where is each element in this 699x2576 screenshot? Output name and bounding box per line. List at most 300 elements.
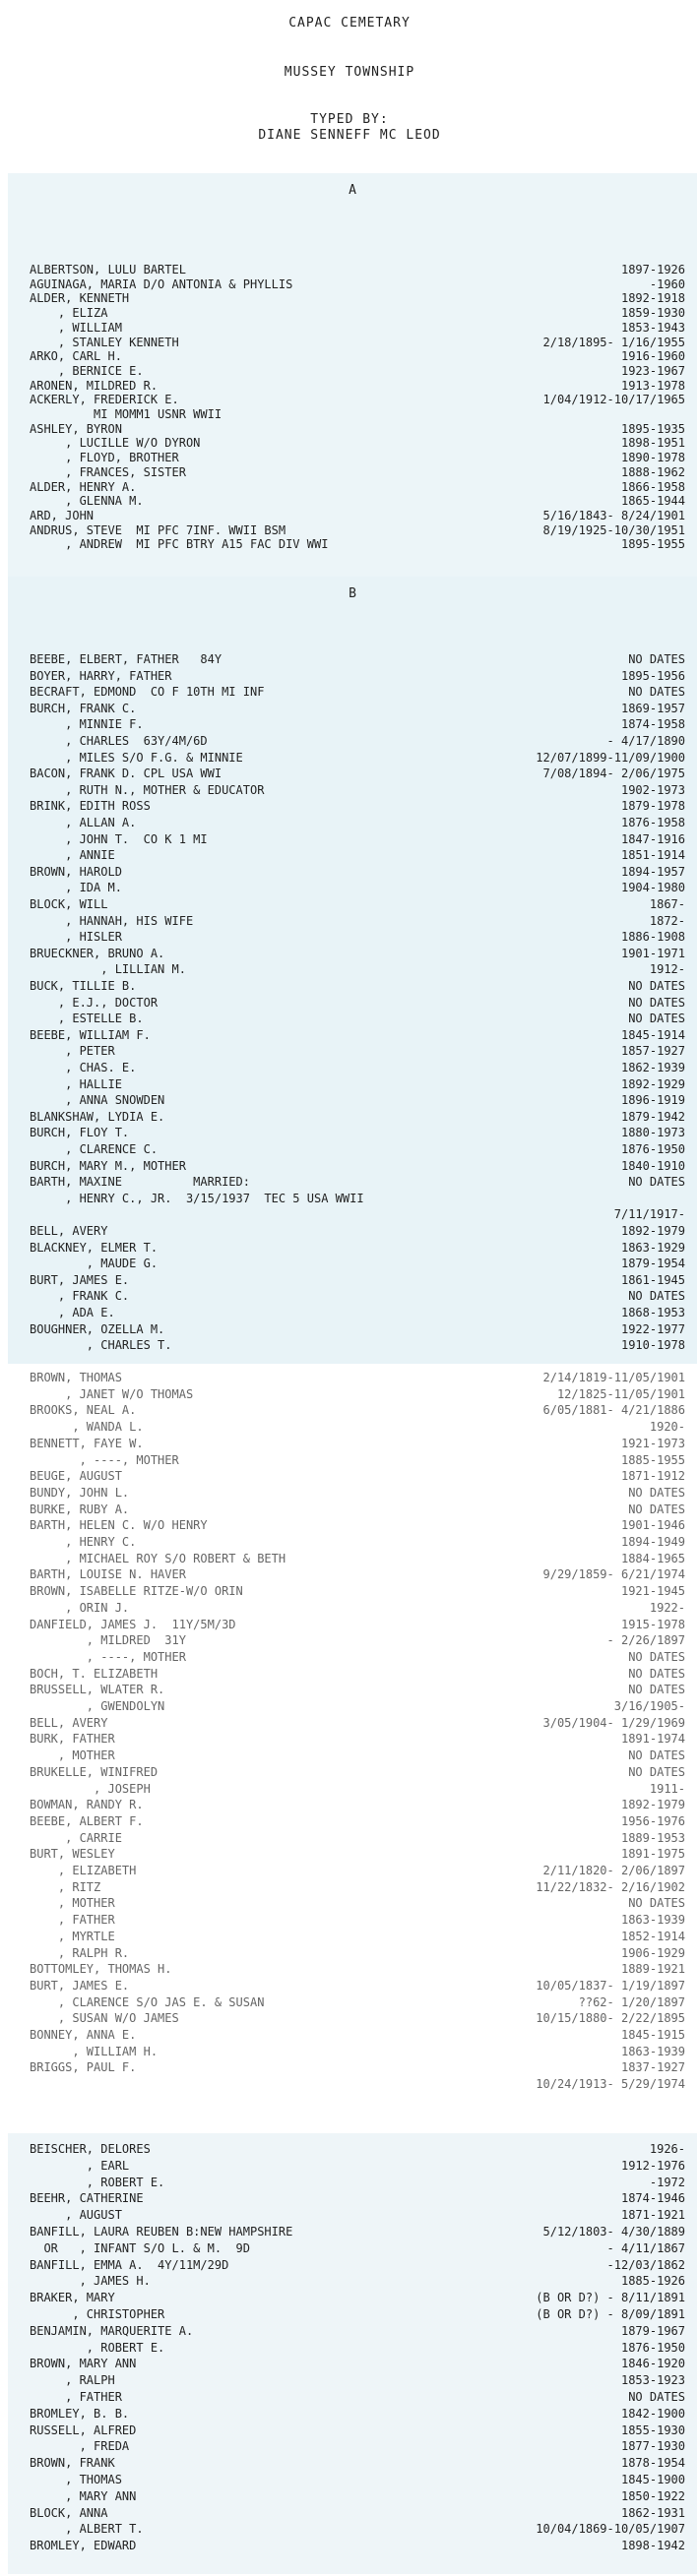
typed-by-label: TYPED BY: — [310, 112, 389, 127]
burial-record-row — [8, 1764, 697, 1780]
burial-name: , FATHER — [30, 1913, 115, 1928]
burial-dates: -1972 — [649, 2175, 685, 2189]
burial-record-row — [8, 1551, 697, 1566]
burial-record-row — [8, 1337, 697, 1353]
burial-record-row — [8, 1929, 697, 1944]
burial-name: , HISLER — [30, 930, 122, 945]
burial-record-row — [8, 522, 697, 538]
burial-record-row — [8, 1288, 697, 1304]
burial-dates: 1857-1927 — [620, 1044, 685, 1059]
burial-name: BURKE, RUBY A. — [30, 1502, 130, 1516]
burial-name: BACON, FRANK D. CPL USA WWI — [30, 767, 222, 781]
burial-name: , HENRY C., JR. 3/15/1937 TEC 5 USA WWII — [30, 1191, 364, 1205]
burial-name: AGUINAGA, MARIA D/O ANTONIA & PHYLLIS — [30, 276, 293, 291]
burial-name: , FATHER — [30, 2390, 122, 2404]
burial-name: , CHARLES T. — [30, 1338, 172, 1353]
burial-record-row — [8, 2438, 697, 2454]
burial-record-row — [8, 2010, 697, 2026]
burial-dates: 1889-1953 — [620, 1830, 685, 1845]
burial-dates: 1874-1946 — [620, 2191, 685, 2206]
burial-record-row — [8, 1060, 697, 1075]
burial-dates: 1922-1977 — [620, 1321, 685, 1336]
burial-record-row — [8, 2044, 697, 2059]
burial-name: ANDRUS, STEVE MI PFC 7INF. WWII BSM — [30, 522, 286, 537]
burial-dates: 2/11/1820- 2/06/1897 — [542, 1864, 685, 1877]
burial-name: , CARRIE — [30, 1830, 122, 1845]
burial-name: , GLENNA M. — [30, 494, 144, 509]
burial-name: , MARY ANN — [30, 2488, 137, 2503]
burial-dates: 1892-1929 — [620, 1076, 685, 1091]
burial-name: BURT, JAMES E. — [30, 1272, 130, 1287]
burial-dates: NO DATES — [628, 2390, 685, 2404]
burial-record-row — [8, 2389, 697, 2405]
burial-name: BRIGGS, PAUL F. — [30, 2060, 137, 2075]
burial-dates: 1853-1923 — [620, 2373, 685, 2388]
burial-record-row — [8, 1895, 697, 1911]
burial-record-row — [8, 929, 697, 945]
burial-name: BOWMAN, RANDY R. — [30, 1798, 144, 1812]
burial-record-row — [8, 684, 697, 700]
burial-record-row — [8, 508, 697, 523]
burial-record-row — [8, 1846, 697, 1862]
burial-record-row — [8, 536, 697, 552]
burial-dates: NO DATES — [628, 1175, 685, 1190]
burial-dates: 1902-1973 — [620, 782, 685, 797]
burial-dates: 1845-1915 — [620, 2028, 685, 2042]
burial-dates: 1920- — [649, 1420, 685, 1435]
burial-name: BLOCK, WILL — [30, 897, 108, 911]
burial-dates: (B OR D?) - 8/11/1891 — [536, 2291, 685, 2305]
burial-dates: 1846-1920 — [620, 2357, 685, 2371]
burial-name: BURCH, MARY M., MOTHER — [30, 1158, 186, 1173]
burial-dates: NO DATES — [628, 995, 685, 1010]
burial-record-row — [8, 2455, 697, 2471]
burial-dates: 1911- — [649, 1781, 685, 1796]
burial-record-row — [8, 1436, 697, 1451]
burial-name: ALDER, HENRY A. — [30, 479, 137, 494]
burial-name: , RALPH R. — [30, 1945, 130, 1960]
burial-dates: 1855-1930 — [620, 2423, 685, 2437]
burial-dates: 3/16/1905- — [613, 1699, 685, 1713]
burial-dates: 8/19/1925-10/30/1951 — [542, 522, 685, 537]
burial-dates: 1867- — [649, 897, 685, 911]
section-letter: A — [349, 183, 356, 198]
burial-dates: 1837-1927 — [620, 2060, 685, 2075]
burial-dates: 1895-1935 — [620, 421, 685, 436]
burial-record-row — [8, 2472, 697, 2487]
burial-name: BROOKS, NEAL A. — [30, 1403, 137, 1418]
burial-record-row — [8, 668, 697, 684]
burial-name: BEEBE, ELBERT, FATHER 84Y — [30, 652, 222, 666]
burial-name: OR , INFANT S/O L. & M. 9D — [30, 2240, 250, 2255]
burial-dates: 1840-1910 — [620, 1158, 685, 1173]
burial-record-row — [8, 1698, 697, 1714]
burial-dates: 1866-1958 — [620, 479, 685, 494]
burial-name: , FRANK C. — [30, 1289, 130, 1304]
burial-name: BROMLEY, B. B. — [30, 2406, 130, 2421]
burial-name: BELL, AVERY — [30, 1224, 108, 1238]
burial-record-row — [8, 2521, 697, 2537]
burial-name: , ALBERT T. — [30, 2522, 144, 2537]
burial-name: , AUGUST — [30, 2208, 122, 2223]
burial-dates: 1879-1942 — [620, 1109, 685, 1124]
burial-name: BUNDY, JOHN L. — [30, 1485, 130, 1500]
burial-name: ACKERLY, FREDERICK E. — [30, 393, 179, 407]
burial-dates: 1910-1978 — [620, 1338, 685, 1353]
burial-record-row — [8, 464, 697, 480]
burial-name: BOYER, HARRY, FATHER — [30, 668, 172, 683]
burial-name: BROWN, ISABELLE RITZE-W/O ORIN — [30, 1584, 243, 1599]
burial-record-row — [8, 896, 697, 912]
burial-record-row — [8, 1945, 697, 1961]
burial-record-row — [8, 1797, 697, 1812]
burial-name: , FLOYD, BROTHER — [30, 451, 179, 465]
burial-name: , ELIZA — [30, 306, 108, 321]
burial-record-row — [8, 1256, 697, 1271]
burial-record-row — [8, 798, 697, 814]
burial-record-row — [8, 262, 697, 277]
burial-record-row — [8, 1370, 697, 1385]
burial-dates: 1956-1976 — [620, 1813, 685, 1828]
burial-dates: 1889-1921 — [620, 1962, 685, 1977]
burial-record-row — [8, 1191, 697, 1206]
burial-record-row — [8, 1125, 697, 1140]
burial-name: BOTTOMLEY, THOMAS H. — [30, 1962, 172, 1977]
burial-record-row — [8, 1092, 697, 1108]
burial-name: , FREDA — [30, 2439, 130, 2454]
burial-name: , HANNAH, HIS WIFE — [30, 913, 194, 928]
burial-dates: 1/04/1912-10/17/1965 — [542, 393, 685, 407]
burial-record-row — [8, 1272, 697, 1288]
burial-record-row — [8, 2356, 697, 2371]
burial-dates: 1886-1908 — [620, 930, 685, 945]
burial-record-row — [8, 1240, 697, 1256]
burial-name: , RALPH — [30, 2373, 115, 2388]
burial-name: , MILES S/O F.G. & MINNIE — [30, 750, 243, 765]
burial-dates: NO DATES — [628, 1289, 685, 1304]
burial-dates: NO DATES — [628, 979, 685, 993]
burial-dates: 1901-1971 — [620, 946, 685, 960]
burial-dates: 1869-1957 — [620, 701, 685, 715]
burial-dates: 1842-1900 — [620, 2406, 685, 2421]
burial-name: BEEBE, WILLIAM F. — [30, 1027, 151, 1042]
burial-dates: - 2/26/1897 — [606, 1633, 685, 1648]
burial-record-row — [8, 1863, 697, 1878]
burial-dates: 1876-1950 — [620, 1142, 685, 1156]
burial-dates: 1863-1929 — [620, 1240, 685, 1255]
burial-name: , ANDREW MI PFC BTRY A15 FAC DIV WWI — [30, 537, 329, 552]
burial-name: , HENRY C. — [30, 1535, 137, 1549]
burial-record-row — [8, 1158, 697, 1174]
burial-dates: 1845-1914 — [620, 1027, 685, 1042]
burial-name: BLANKSHAW, LYDIA E. — [30, 1109, 165, 1124]
burial-record-row — [8, 363, 697, 379]
burial-record-row — [8, 2257, 697, 2273]
burial-dates: 1912-1976 — [620, 2158, 685, 2173]
burial-name: BECRAFT, EDMOND CO F 10TH MI INF — [30, 685, 265, 700]
burial-name: BEEHR, CATHERINE — [30, 2191, 144, 2206]
burial-dates: NO DATES — [628, 1012, 685, 1026]
burial-name: BROWN, THOMAS — [30, 1371, 122, 1384]
section-letter: B — [349, 586, 356, 601]
burial-dates: 10/04/1869-10/05/1907 — [536, 2522, 685, 2537]
burial-record-row — [8, 378, 697, 394]
burial-name: , EARL — [30, 2158, 130, 2173]
burial-record-row — [8, 1715, 697, 1731]
burial-name: BONNEY, ANNA E. — [30, 2028, 137, 2042]
burial-dates: 1863-1939 — [620, 1913, 685, 1928]
burial-record-row — [8, 1485, 697, 1501]
burial-name: , ESTELLE B. — [30, 1012, 144, 1026]
burial-name: , MOTHER — [30, 1748, 115, 1763]
burial-name: , STANLEY KENNETH — [30, 335, 179, 349]
burial-name: , CHRISTOPHER — [30, 2307, 165, 2321]
burial-dates: 1850-1922 — [620, 2488, 685, 2503]
burial-dates: 2/14/1819-11/05/1901 — [542, 1371, 685, 1384]
burial-record-row — [8, 2175, 697, 2190]
burial-record-row — [8, 1141, 697, 1157]
burial-dates: 1892-1979 — [620, 1798, 685, 1812]
burial-name: , MINNIE F. — [30, 717, 144, 732]
burial-record-row — [8, 392, 697, 407]
burial-record-row — [8, 1566, 697, 1582]
burial-record-row — [8, 1027, 697, 1043]
burial-dates: NO DATES — [628, 652, 685, 666]
burial-dates: - 4/17/1890 — [606, 734, 685, 748]
section-a — [8, 173, 697, 577]
burial-record-row — [8, 1912, 697, 1928]
burial-record-row — [8, 864, 697, 880]
burial-record-row — [8, 2207, 697, 2223]
burial-name: ASHLEY, BYRON — [30, 421, 122, 436]
burial-name: , RUTH N., MOTHER & EDUCATOR — [30, 782, 265, 797]
burial-dates: 1890-1978 — [620, 451, 685, 465]
burial-record-row — [8, 733, 697, 749]
burial-dates: 1876-1958 — [620, 816, 685, 829]
burial-dates: 1885-1955 — [620, 1452, 685, 1467]
burial-name: , MICHAEL ROY S/O ROBERT & BETH — [30, 1551, 286, 1565]
burial-name: , HALLIE — [30, 1076, 122, 1091]
burial-dates: 10/05/1837- 1/19/1897 — [536, 1978, 685, 1993]
burial-record-row — [8, 1386, 697, 1402]
burial-dates: 5/12/1803- 4/30/1889 — [542, 2225, 685, 2239]
burial-dates: 1921-1945 — [620, 1584, 685, 1599]
burial-dates: 1871-1912 — [620, 1469, 685, 1484]
burial-name: , MOTHER — [30, 1896, 115, 1911]
burial-name: BUCK, TILLIE B. — [30, 979, 137, 993]
burial-name: , PETER — [30, 1044, 115, 1059]
burial-dates: NO DATES — [628, 1502, 685, 1516]
burial-dates: 1901-1946 — [620, 1518, 685, 1533]
burial-record-row — [8, 1109, 697, 1125]
burial-record-row — [8, 1781, 697, 1797]
burial-name: RUSSELL, ALFRED — [30, 2423, 137, 2437]
burial-record-row — [8, 1223, 697, 1239]
burial-dates: -12/03/1862 — [606, 2257, 685, 2272]
burial-record-row — [8, 1206, 697, 1222]
burial-record-row — [8, 782, 697, 798]
burial-dates: 1916-1960 — [620, 349, 685, 364]
burial-record-row — [8, 348, 697, 364]
burial-name: BANFILL, EMMA A. 4Y/11M/29D — [30, 2257, 229, 2272]
burial-dates: 12/07/1899-11/09/1900 — [536, 750, 685, 765]
burial-dates: 1863-1939 — [620, 2044, 685, 2058]
burial-dates: 1894-1949 — [620, 1535, 685, 1549]
burial-dates: 1845-1900 — [620, 2473, 685, 2486]
burial-dates: 1865-1944 — [620, 494, 685, 509]
burial-name: BROWN, MARY ANN — [30, 2357, 137, 2371]
burial-record-row — [8, 1076, 697, 1092]
burial-name: , CHAS. E. — [30, 1061, 137, 1074]
burial-name: BURCH, FLOY T. — [30, 1126, 130, 1140]
burial-record-row — [8, 2141, 697, 2157]
burial-name: , JOHN T. CO K 1 MI — [30, 831, 208, 846]
burial-name: , ----, MOTHER — [30, 1452, 179, 1467]
burial-name: , ORIN J. — [30, 1600, 130, 1615]
burial-dates: 1853-1943 — [620, 320, 685, 335]
burial-dates: 1871-1921 — [620, 2208, 685, 2223]
burial-record-row — [8, 1534, 697, 1550]
burial-record-row — [8, 290, 697, 306]
burial-record-row — [8, 421, 697, 437]
burial-name: , JAMES H. — [30, 2274, 151, 2289]
burial-dates: 1885-1926 — [620, 2274, 685, 2289]
township-title: MUSSEY TOWNSHIP — [284, 65, 415, 80]
burial-name: BENNETT, FAYE W. — [30, 1436, 144, 1450]
burial-dates: NO DATES — [628, 1896, 685, 1911]
burial-name: , IDA M. — [30, 881, 122, 895]
burial-record-row — [8, 2059, 697, 2075]
burial-record-row — [8, 2273, 697, 2289]
burial-record-row — [8, 2505, 697, 2521]
burial-dates: 3/05/1904- 1/29/1969 — [542, 1715, 685, 1730]
burial-name: , WANDA L. — [30, 1420, 144, 1435]
burial-dates: 1891-1974 — [620, 1732, 685, 1747]
burial-dates: 1891-1975 — [620, 1847, 685, 1862]
burial-record-row — [8, 1649, 697, 1665]
burial-name: BRUKELLE, WINIFRED — [30, 1764, 159, 1779]
burial-name: BROMLEY, EDWARD — [30, 2539, 137, 2553]
burial-name: , CLARENCE C. — [30, 1142, 159, 1156]
burial-dates: - 4/11/1867 — [606, 2240, 685, 2255]
burial-record-row — [8, 450, 697, 465]
burial-dates: 9/29/1859- 6/21/1974 — [542, 1567, 685, 1582]
burial-record-row — [8, 2076, 697, 2092]
burial-dates: 1851-1914 — [620, 848, 685, 863]
burial-dates: 1926- — [649, 2142, 685, 2156]
burial-record-row — [8, 701, 697, 716]
burial-name: ALBERTSON, LULU BARTEL — [30, 263, 186, 276]
burial-dates: 1876-1950 — [620, 2340, 685, 2355]
burial-record-row — [8, 2538, 697, 2553]
burial-name: , ALLAN A. — [30, 816, 137, 829]
burial-name: BARTH, HELEN C. W/O HENRY — [30, 1518, 208, 1533]
burial-name: , ELIZABETH — [30, 1864, 137, 1877]
burial-record-row — [8, 1748, 697, 1763]
burial-record-row — [8, 276, 697, 292]
burial-name: DANFIELD, JAMES J. 11Y/5M/3D — [30, 1617, 236, 1631]
section-b-page-3 — [8, 2133, 697, 2574]
burial-dates: 1904-1980 — [620, 881, 685, 895]
section-b-continued — [8, 1364, 697, 2133]
burial-dates: NO DATES — [628, 685, 685, 700]
burial-name: , JOSEPH — [30, 1781, 151, 1796]
burial-record-row — [8, 2406, 697, 2422]
burial-record-row — [8, 1402, 697, 1418]
burial-dates: 1915-1978 — [620, 1617, 685, 1631]
burial-name: , ROBERT E. — [30, 2175, 165, 2189]
burial-record-row — [8, 320, 697, 336]
burial-name: , GWENDOLYN — [30, 1699, 165, 1713]
burial-record-row — [8, 2488, 697, 2504]
burial-record-row — [8, 335, 697, 350]
burial-name: , JANET W/O THOMAS — [30, 1386, 194, 1401]
burial-name: BELL, AVERY — [30, 1715, 108, 1730]
burial-dates: 1872- — [649, 913, 685, 928]
burial-record-row — [8, 2240, 697, 2256]
burial-dates: -1960 — [649, 276, 685, 291]
burial-name: BARTH, MAXINE MARRIED: — [30, 1175, 250, 1190]
burial-name: BARTH, LOUISE N. HAVER — [30, 1567, 186, 1582]
burial-name: , MYRTLE — [30, 1929, 115, 1943]
section-b — [8, 577, 697, 1364]
burial-record-row — [8, 2190, 697, 2206]
burial-dates: 1868-1953 — [620, 1306, 685, 1319]
burial-name: BURCH, FRANK C. — [30, 701, 137, 715]
burial-name: , ANNA SNOWDEN — [30, 1093, 165, 1108]
burial-name: , ----, MOTHER — [30, 1649, 186, 1664]
burial-name: BURT, JAMES E. — [30, 1978, 130, 1993]
burial-dates: 1879-1978 — [620, 799, 685, 814]
cemetery-title: CAPAC CEMETARY — [288, 16, 411, 31]
burial-record-row — [8, 2306, 697, 2322]
burial-name: , FRANCES, SISTER — [30, 464, 186, 479]
burial-dates: 12/1825-11/05/1901 — [556, 1386, 685, 1401]
burial-dates: 6/05/1881- 4/21/1886 — [542, 1403, 685, 1418]
burial-record-row — [8, 435, 697, 451]
burial-name: BURK, FATHER — [30, 1732, 115, 1747]
burial-dates: 1884-1965 — [620, 1551, 685, 1565]
burial-name: BRUECKNER, BRUNO A. — [30, 946, 165, 960]
burial-record-row — [8, 2340, 697, 2356]
burial-record-row — [8, 1666, 697, 1682]
burial-dates: 1898-1942 — [620, 2539, 685, 2553]
burial-record-row — [8, 750, 697, 766]
burial-record-row — [8, 766, 697, 781]
burial-name: , WILLIAM H. — [30, 2044, 159, 2058]
burial-name: MI MOMM1 USNR WWII — [30, 407, 222, 421]
burial-record-row — [8, 2323, 697, 2339]
burial-record-row — [8, 1682, 697, 1697]
burial-name: BRUSSELL, WLATER R. — [30, 1683, 165, 1697]
burial-record-row — [8, 1452, 697, 1468]
burial-record-row — [8, 2372, 697, 2388]
burial-dates: 1879-1967 — [620, 2323, 685, 2338]
burial-record-row — [8, 1632, 697, 1648]
burial-dates: NO DATES — [628, 1485, 685, 1500]
burial-record-row — [8, 1011, 697, 1026]
burial-record-row — [8, 305, 697, 321]
burial-dates: 1921-1973 — [620, 1436, 685, 1450]
burial-dates: 1896-1919 — [620, 1093, 685, 1108]
burial-dates: 1892-1918 — [620, 291, 685, 306]
burial-name: , ADA E. — [30, 1306, 115, 1319]
burial-name: , MILDRED 31Y — [30, 1633, 186, 1648]
burial-dates: 1895-1955 — [620, 537, 685, 552]
burial-name: BRINK, EDITH ROSS — [30, 799, 151, 814]
burial-record-row — [8, 1419, 697, 1435]
burial-record-row — [8, 831, 697, 847]
